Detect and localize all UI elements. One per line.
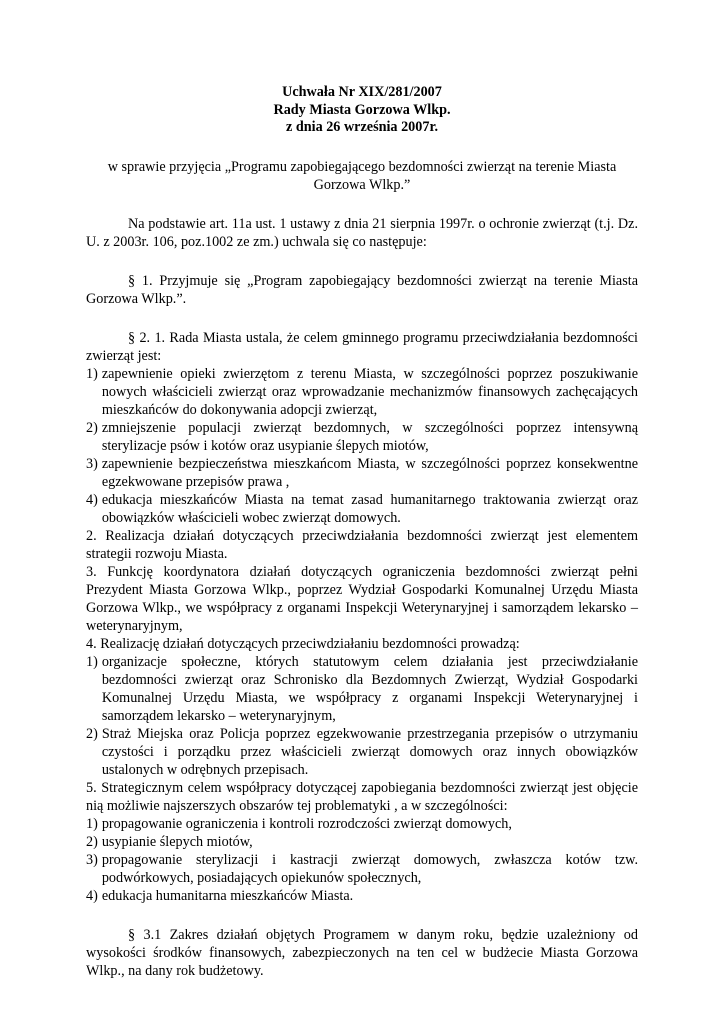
title-council: Rady Miasta Gorzowa Wlkp. bbox=[273, 101, 451, 118]
list-item: 3) propagowanie sterylizacji i kastracji zwierząt domowych, zwłaszcza kotów tzw. podwórkowych, posiadających opiekunów społecznych, bbox=[86, 851, 638, 886]
paragraph-1: § 1. Przyjmuje się „Program zapobiegający bezdomności zwierząt na terenie Miasta Gorzowa Wlkp.”. bbox=[86, 272, 638, 307]
paragraph-2-intro: § 2. 1. Rada Miasta ustala, że celem gminnego programu przeciwdziałania bezdomności zwierząt jest: bbox=[86, 329, 638, 364]
resolution-title bbox=[86, 84, 638, 137]
legal-basis: Na podstawie art. 11a ust. 1 ustawy z dnia 21 sierpnia 1997r. o ochronie zwierząt (t.j. Dz. U. z 2003r. 106, poz.1002 ze zm.) uchwala się co następuje: bbox=[86, 215, 638, 250]
list-item: 2) usypianie ślepych miotów, bbox=[86, 833, 253, 850]
list-item: 1) propagowanie ograniczenia i kontroli rozrodczości zwierząt domowych, bbox=[86, 815, 512, 832]
point-2: 2. Realizacja działań dotyczących przeciwdziałania bezdomności zwierząt jest elementem strategii rozwoju Miasta. bbox=[86, 527, 638, 562]
point-4: 4. Realizację działań dotyczących przeciwdziałaniu bezdomności prowadzą: bbox=[86, 635, 520, 652]
goals-list bbox=[86, 365, 638, 527]
document-page bbox=[86, 84, 638, 980]
resolution-subject: w sprawie przyjęcia „Programu zapobiegającego bezdomności zwierząt na terenie Miasta Gorzowa Wlkp.” bbox=[107, 158, 617, 193]
list-item: 4) edukacja humanitarna mieszkańców Miasta. bbox=[86, 887, 354, 904]
list-item: 1) organizacje społeczne, których statutowym celem działania jest przeciwdziałanie bezdomności zwierząt oraz Schronisko dla Bezdomnych Zwierząt, Wydział Gospodarki Komunalnej Urzędu Miasta, we współpracy z organami Inspekcji Weterynaryjnej i samorządem lekarsko – weterynaryjnym, bbox=[86, 653, 638, 724]
title-number: Uchwała Nr XIX/281/2007 bbox=[282, 84, 442, 100]
point-3: 3. Funkcję koordynatora działań dotyczących ograniczenia bezdomności zwierząt pełni Prezydent Miasta Gorzowa Wlkp., poprzez Wydział Gospodarki Komunalnej Urzędu Miasta Gorzowa Wlkp., we współpracy z organami Inspekcji Weterynaryjnej i samorządem lekarsko – weterynaryjnym, bbox=[86, 563, 638, 634]
list-item: 3) zapewnienie bezpieczeństwa mieszkańcom Miasta, w szczególności poprzez konsekwentne egzekwowane przepisów prawa , bbox=[86, 455, 638, 490]
list-item: 4) edukacja mieszkańców Miasta na temat zasad humanitarnego traktowania zwierząt oraz obowiązków właścicieli wobec zwierząt domowych. bbox=[86, 491, 638, 526]
list-item: 2) zmniejszenie populacji zwierząt bezdomnych, w szczególności poprzez intensywną sterylizacje psów i kotów oraz usypianie ślepych miotów, bbox=[86, 419, 638, 454]
areas-list bbox=[86, 815, 638, 905]
paragraph-3: § 3.1 Zakres działań objętych Programem w danym roku, będzie uzależniony od wysokości środków finansowych, zabezpieczonych na ten cel w budżecie Miasta Gorzowa Wlkp., na dany rok budżetowy. bbox=[86, 926, 638, 979]
title-date: z dnia 26 września 2007r. bbox=[286, 119, 438, 135]
list-item: 1) zapewnienie opieki zwierzętom z terenu Miasta, w szczególności poprzez poszukiwanie nowych właścicieli zwierząt oraz wprowadzanie mechanizmów finansowych zachęcających mieszkańców do dokonywania adopcji zwierząt, bbox=[86, 365, 638, 418]
list-item: 2) Straż Miejska oraz Policja poprzez egzekwowanie przestrzegania przepisów o utrzymaniu czystości i porządku przez właścicieli zwierząt domowych oraz innych obowiązków ustalonych w odrębnych przepisach. bbox=[86, 725, 638, 778]
actors-list bbox=[86, 653, 638, 779]
point-5: 5. Strategicznym celem współpracy dotyczącej zapobiegania bezdomności zwierząt jest objęcie nią możliwie najszerszych obszarów tej problematyki , a w szczególności: bbox=[86, 779, 638, 814]
